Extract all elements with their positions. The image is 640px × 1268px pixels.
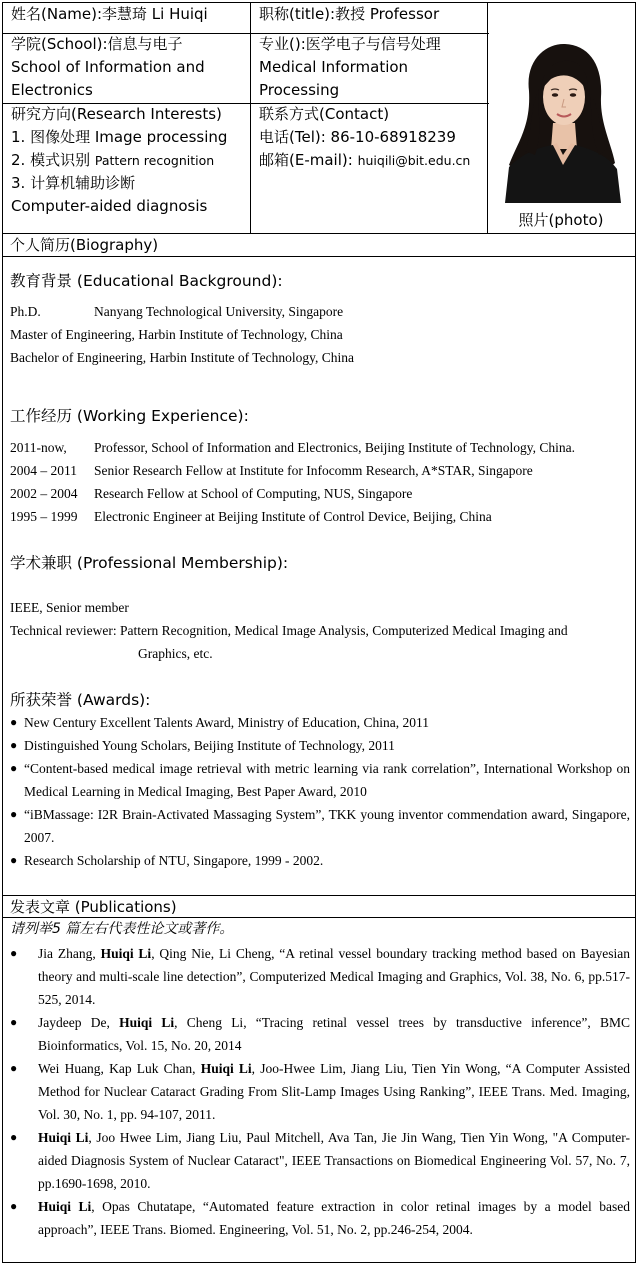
award-item: ● “Content-based medical image retrieval with metric learning via rank correlation”, International Workshop on Medical Learning in Medical Imaging, Best Paper Award, 2010 (10, 761, 630, 799)
major-line: Processing (259, 81, 340, 99)
name-cell (11, 3, 208, 26)
membership-row: IEEE, Senior member (10, 600, 129, 615)
major-cell (259, 33, 441, 102)
publication-item: ● Jia Zhang, Huiqi Li, Qing Nie, Li Cheng, “A retinal vessel boundary tracking method based on Bayesian theory and multi-scale line detection”, Computerized Medical Imaging and Graphics, Vol. 38, No. 6, pp.517-525, 2014. (10, 946, 630, 1007)
research-label: 研究方向(Research Interests) (11, 105, 222, 123)
major-label: 专业():医学电子与信号处理 (259, 35, 441, 53)
publication-item: ● Huiqi Li, Joo Hwee Lim, Jiang Liu, Paul Mitchell, Ava Tan, Jie Jin Wang, Tien Yin Wong, "A Computer-aided Diagnosis System of Nuclear Cataract", IEEE Transactions on Biomedical Engineering Vol. 57, No. 7, pp.1690-1698, 2010. (10, 1130, 630, 1191)
work-row: 2011-now, Professor, School of Information and Electronics, Beijing Institute of Technology, China. (10, 440, 576, 455)
divider (3, 256, 635, 257)
education-row: Bachelor of Engineering, Harbin Institute of Technology, China (10, 350, 354, 365)
membership-title: 学术兼职 (Professional Membership): (10, 554, 289, 572)
school-line: Electronics (11, 81, 93, 99)
award-item: ● “iBMassage: I2R Brain-Activated Massaging System”, TKK young inventor commendation award, Singapore, 2007. (10, 807, 630, 845)
research-item: 1. 图像处理 Image processing (11, 128, 228, 146)
work-title: 工作经历 (Working Experience): (10, 407, 249, 425)
divider (250, 3, 251, 233)
research-cell (11, 103, 227, 218)
biography-title: 个人简历(Biography) (10, 236, 159, 254)
work-row: 1995 – 1999 Electronic Engineer at Beijing Institute of Control Device, Beijing, China (10, 509, 492, 524)
awards-title: 所获荣誉 (Awards): (10, 691, 151, 709)
publication-item: ● Huiqi Li, Opas Chutatape, “Automated feature extraction in color retinal images by a model based approach”, IEEE Trans. Biomed. Engineering, Vol. 51, No. 2, pp.246-254, 2004. (10, 1199, 630, 1237)
school-line: School of Information and (11, 58, 205, 76)
research-item: Computer-aided diagnosis (11, 197, 208, 215)
publication-item: ● Wei Huang, Kap Luk Chan, Huiqi Li, Joo-Hwee Lim, Jiang Liu, Tien Yin Wong, “A Computer Assisted Method for Nuclear Cataract Grading From Slit-Lamp Images Using Ranking”, IEEE Trans. Med. Imaging, Vol. 30, No. 1, pp. 94-107, 2011. (10, 1061, 630, 1122)
education-row: Master of Engineering, Harbin Institute of Technology, China (10, 327, 343, 342)
portrait-illustration (499, 31, 623, 203)
name-field: 姓名(Name):李慧琦 Li Huiqi (11, 5, 208, 23)
work-row: 2004 – 2011 Senior Research Fellow at Institute for Infocomm Research, A*STAR, Singapore (10, 463, 533, 478)
publications-instruction: 请列举5 篇左右代表性论文或著作。 (10, 921, 234, 937)
education-title: 教育背景 (Educational Background): (10, 272, 283, 290)
award-item: ● New Century Excellent Talents Award, Ministry of Education, China, 2011 (10, 715, 429, 730)
membership-row: Technical reviewer: Pattern Recognition, Medical Image Analysis, Computerized Medical Imaging and (10, 623, 568, 638)
research-item: 3. 计算机辅助诊断 (11, 174, 136, 192)
portrait-photo (499, 31, 623, 203)
email-field: 邮箱(E-mail): huiqili@bit.edu.cn (259, 151, 471, 169)
contact-label: 联系方式(Contact) (259, 105, 390, 123)
work-row: 2002 – 2004 Research Fellow at School of Computing, NUS, Singapore (10, 486, 413, 501)
publication-item: ● Jaydeep De, Huiqi Li, Cheng Li, “Tracing retinal vessel trees by transductive inference”, BMC Bioinformatics, Vol. 15, No. 20, 2014 (10, 1015, 630, 1053)
contact-cell (259, 103, 470, 172)
major-line: Medical Information (259, 58, 409, 76)
research-item: 2. 模式识别 Pattern recognition (11, 151, 215, 169)
publications-title: 发表文章 (Publications) (10, 898, 177, 916)
school-cell (11, 33, 205, 102)
education-row: Ph.D. Nanyang Technological University, Singapore (10, 304, 344, 319)
email-link[interactable]: huiqili@bit.edu.cn (357, 153, 471, 168)
school-label: 学院(School):信息与电子 (11, 35, 183, 53)
tel-field: 电话(Tel): 86-10-68918239 (259, 128, 456, 146)
award-item: ● Distinguished Young Scholars, Beijing Institute of Technology, 2011 (10, 738, 395, 753)
photo-label: 照片(photo) (518, 211, 604, 229)
title-field: 职称(title):教授 Professor (259, 5, 440, 23)
divider (487, 3, 488, 233)
title-cell (259, 3, 439, 26)
award-item: ● Research Scholarship of NTU, Singapore, 1999 - 2002. (10, 853, 324, 868)
membership-row: Graphics, etc. (138, 646, 213, 661)
